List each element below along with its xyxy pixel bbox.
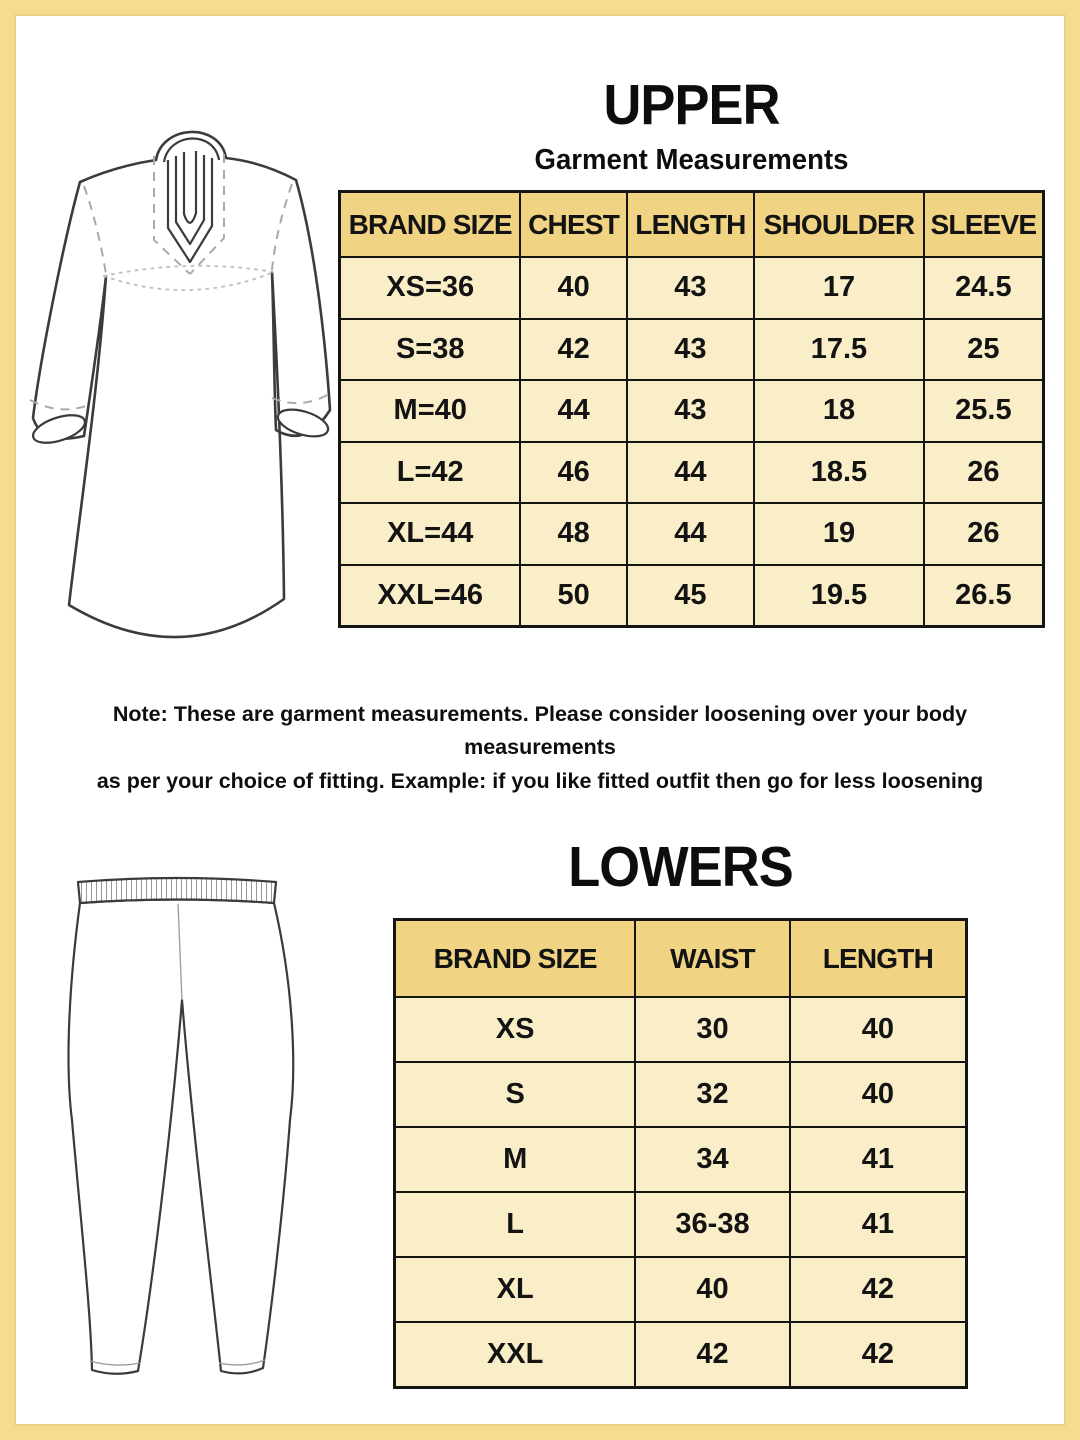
cell: 26 — [924, 442, 1044, 504]
cell: 42 — [520, 319, 626, 381]
cell: XS — [395, 997, 636, 1062]
cell: 18.5 — [754, 442, 924, 504]
cell: 50 — [520, 565, 626, 627]
cell: 48 — [520, 503, 626, 565]
cell: XS=36 — [340, 257, 521, 319]
table-row — [340, 565, 1044, 627]
upper-title: UPPER — [603, 73, 780, 137]
header-cell: BRAND SIZE — [340, 192, 521, 258]
table-row — [340, 319, 1044, 381]
cell: 26.5 — [924, 565, 1044, 627]
header-cell: SLEEVE — [924, 192, 1044, 258]
table-row — [340, 257, 1044, 319]
cell: 41 — [790, 1192, 967, 1257]
cell: 44 — [627, 503, 754, 565]
cell: 19.5 — [754, 565, 924, 627]
note-text — [35, 698, 1045, 798]
cell: 32 — [635, 1062, 789, 1127]
upper-section — [338, 73, 1045, 628]
cell: 43 — [627, 319, 754, 381]
cell: 40 — [790, 1062, 967, 1127]
lowers-size-table — [393, 918, 968, 1389]
cell: 46 — [520, 442, 626, 504]
cell: 42 — [635, 1322, 789, 1388]
cell: 45 — [627, 565, 754, 627]
table-row — [395, 997, 967, 1062]
table-row — [340, 380, 1044, 442]
cell: XL=44 — [340, 503, 521, 565]
cell: 26 — [924, 503, 1044, 565]
table-row — [340, 503, 1044, 565]
cell: 25.5 — [924, 380, 1044, 442]
cell: XXL — [395, 1322, 636, 1388]
cell: 42 — [790, 1322, 967, 1388]
note-line-2: as per your choice of fitting. Example: if you like fitted outfit then go for less loosening — [96, 768, 984, 793]
cell: 40 — [790, 997, 967, 1062]
lowers-header-row — [395, 920, 967, 998]
cell: 17.5 — [754, 319, 924, 381]
table-row — [395, 1062, 967, 1127]
header-cell: LENGTH — [790, 920, 967, 998]
table-row — [395, 1257, 967, 1322]
cell: 43 — [627, 380, 754, 442]
kurta-illustration — [16, 110, 340, 658]
header-cell: BRAND SIZE — [395, 920, 636, 998]
upper-subtitle: Garment Measurements — [534, 144, 849, 176]
note-line-1: Note: These are garment measurements. Please consider loosening over your body measurements — [112, 702, 968, 760]
cell: XXL=46 — [340, 565, 521, 627]
cell: L=42 — [340, 442, 521, 504]
header-cell: CHEST — [520, 192, 626, 258]
cell: 36-38 — [635, 1192, 789, 1257]
cell: 41 — [790, 1127, 967, 1192]
upper-header-row — [340, 192, 1044, 258]
header-cell: WAIST — [635, 920, 789, 998]
header-cell: LENGTH — [627, 192, 754, 258]
pants-illustration — [59, 874, 311, 1426]
cell: 30 — [635, 997, 789, 1062]
lowers-section — [393, 835, 968, 1389]
cell: M=40 — [340, 380, 521, 442]
table-row — [395, 1322, 967, 1388]
cell: S — [395, 1062, 636, 1127]
table-row — [340, 442, 1044, 504]
cell: S=38 — [340, 319, 521, 381]
cell: 19 — [754, 503, 924, 565]
cell: 17 — [754, 257, 924, 319]
lowers-title: LOWERS — [568, 835, 793, 899]
cell: 40 — [635, 1257, 789, 1322]
cell: 42 — [790, 1257, 967, 1322]
table-row — [395, 1192, 967, 1257]
cell: 44 — [520, 380, 626, 442]
upper-size-table — [338, 190, 1045, 628]
cell: 44 — [627, 442, 754, 504]
header-cell: SHOULDER — [754, 192, 924, 258]
cell: 18 — [754, 380, 924, 442]
cell: 43 — [627, 257, 754, 319]
cell: 24.5 — [924, 257, 1044, 319]
table-row — [395, 1127, 967, 1192]
cell: 25 — [924, 319, 1044, 381]
cell: XL — [395, 1257, 636, 1322]
cell: M — [395, 1127, 636, 1192]
cell: 34 — [635, 1127, 789, 1192]
cell: L — [395, 1192, 636, 1257]
cell: 40 — [520, 257, 626, 319]
